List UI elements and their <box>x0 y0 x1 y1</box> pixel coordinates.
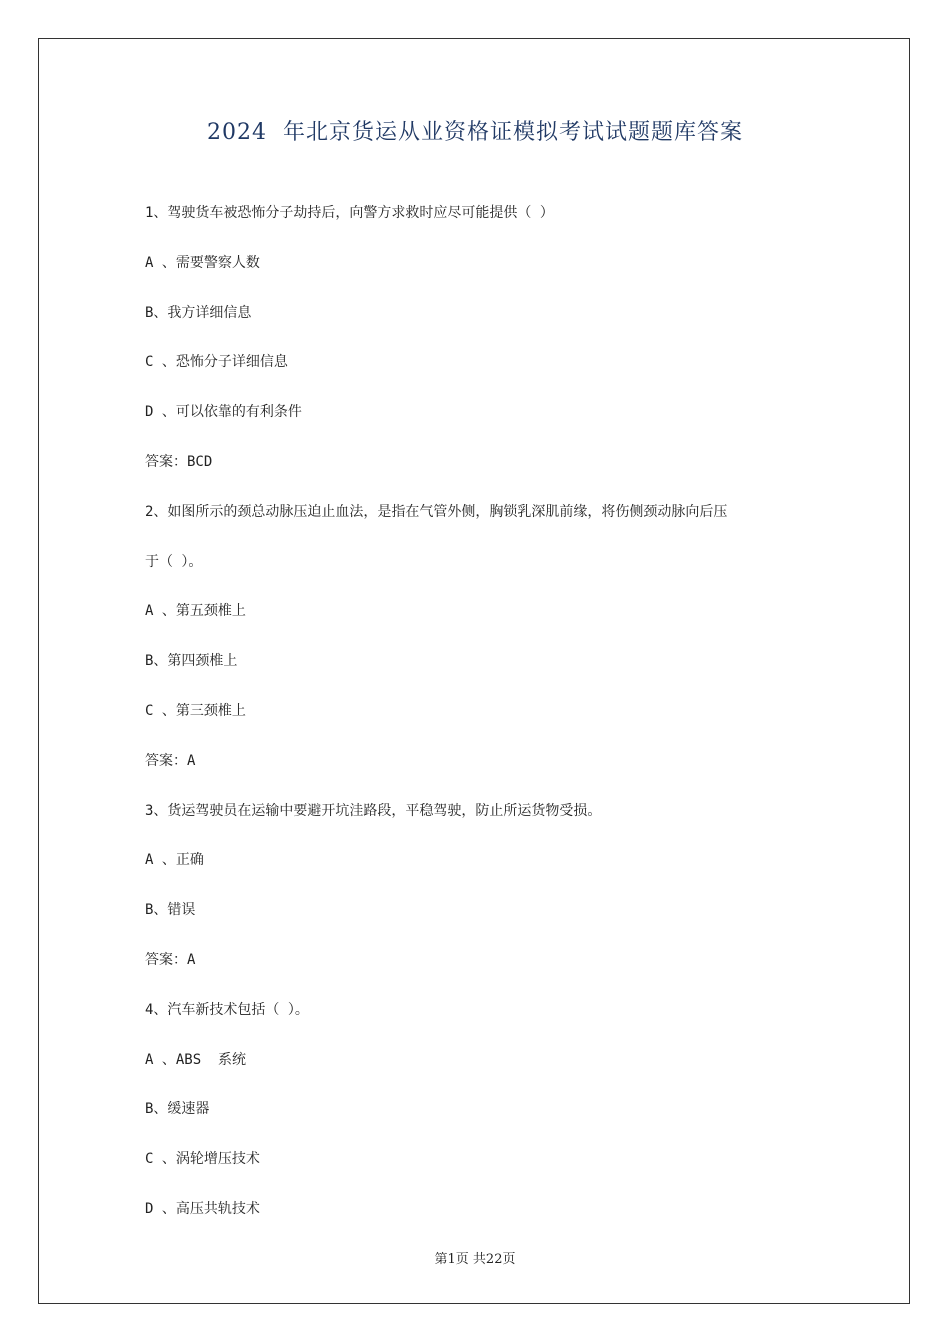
question-2-option-b: B、第四颈椎上 <box>145 653 238 670</box>
question-4-text: 4、汽车新技术包括（ ）。 <box>145 1001 309 1018</box>
question-3-text: 3、货运驾驶员在运输中要避开坑洼路段，平稳驾驶，防止所运货物受损。 <box>145 802 602 819</box>
question-1-option-c: C 、恐怖分子详细信息 <box>145 354 288 371</box>
question-2-option-c: C 、第三颈椎上 <box>145 702 246 719</box>
question-3-option-b: B、错误 <box>145 902 196 919</box>
page-number-footer: 第1页 共22页 <box>434 1252 516 1267</box>
question-2-text: 2、如图所示的颈总动脉压迫止血法，是指在气管外侧，胸锁乳深肌前缘，将伤侧颈动脉向后压 <box>145 503 728 520</box>
question-3-option-a: A 、正确 <box>145 852 204 869</box>
question-1-option-d: D 、可以依靠的有利条件 <box>145 404 302 421</box>
question-1-answer: 答案：BCD <box>145 453 213 470</box>
document-body <box>145 200 825 1246</box>
question-4-option-a: A 、ABS 系统 <box>145 1051 247 1068</box>
question-3-answer: 答案：A <box>145 951 196 968</box>
question-4-option-c: C 、涡轮增压技术 <box>145 1151 260 1168</box>
question-4-option-b: B、缓速器 <box>145 1101 210 1118</box>
document-title: 2024 年北京货运从业资格证模拟考试试题题库答案 <box>207 120 743 145</box>
question-1-option-b: B、我方详细信息 <box>145 304 252 321</box>
question-4-option-d: D 、高压共轨技术 <box>145 1200 260 1217</box>
question-2-text-continued: 于（ ）。 <box>145 553 203 570</box>
question-1-option-a: A 、需要警察人数 <box>145 254 260 271</box>
question-2-option-a: A 、第五颈椎上 <box>145 603 246 620</box>
question-2-answer: 答案：A <box>145 752 196 769</box>
question-1-text: 1、驾驶货车被恐怖分子劫持后，向警方求救时应尽可能提供（ ） <box>145 205 554 221</box>
